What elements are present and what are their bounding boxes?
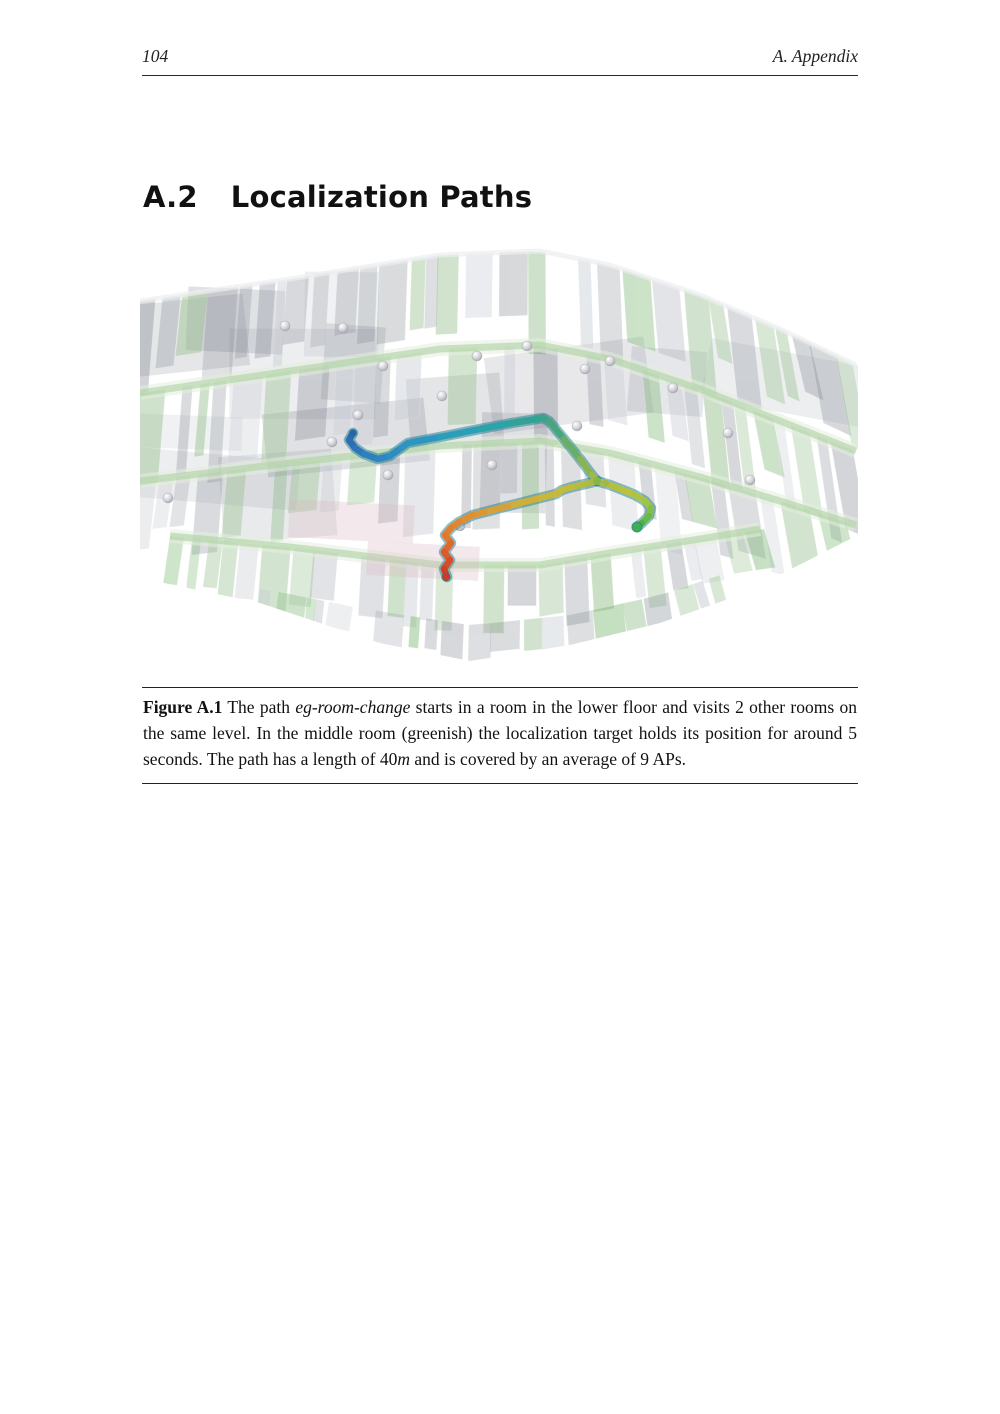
caption-path-name: eg-room-change xyxy=(295,697,411,717)
figure-3d-svg xyxy=(140,243,860,663)
section-title: Localization Paths xyxy=(230,180,533,214)
page-number: 104 xyxy=(142,46,169,66)
figure-a1 xyxy=(140,243,860,663)
caption-text-end: and is covered by an average of 9 APs. xyxy=(409,749,687,769)
section-heading xyxy=(143,180,532,214)
caption-label: Figure A.1 xyxy=(143,697,223,717)
chapter-title: A. Appendix xyxy=(772,46,858,66)
caption-unit: m xyxy=(397,749,410,769)
caption-text-mid: starts in a room in the lower floor and visits 2 other rooms on the same level. In the middle room (greenish) the localization target holds its position for around 5 seconds. The path has a length of 40 xyxy=(143,697,857,769)
header-rule xyxy=(142,75,858,76)
caption-text-before: The path xyxy=(222,697,296,717)
figure-caption xyxy=(142,687,858,784)
section-number: A.2 xyxy=(143,180,198,214)
running-header xyxy=(142,46,858,67)
